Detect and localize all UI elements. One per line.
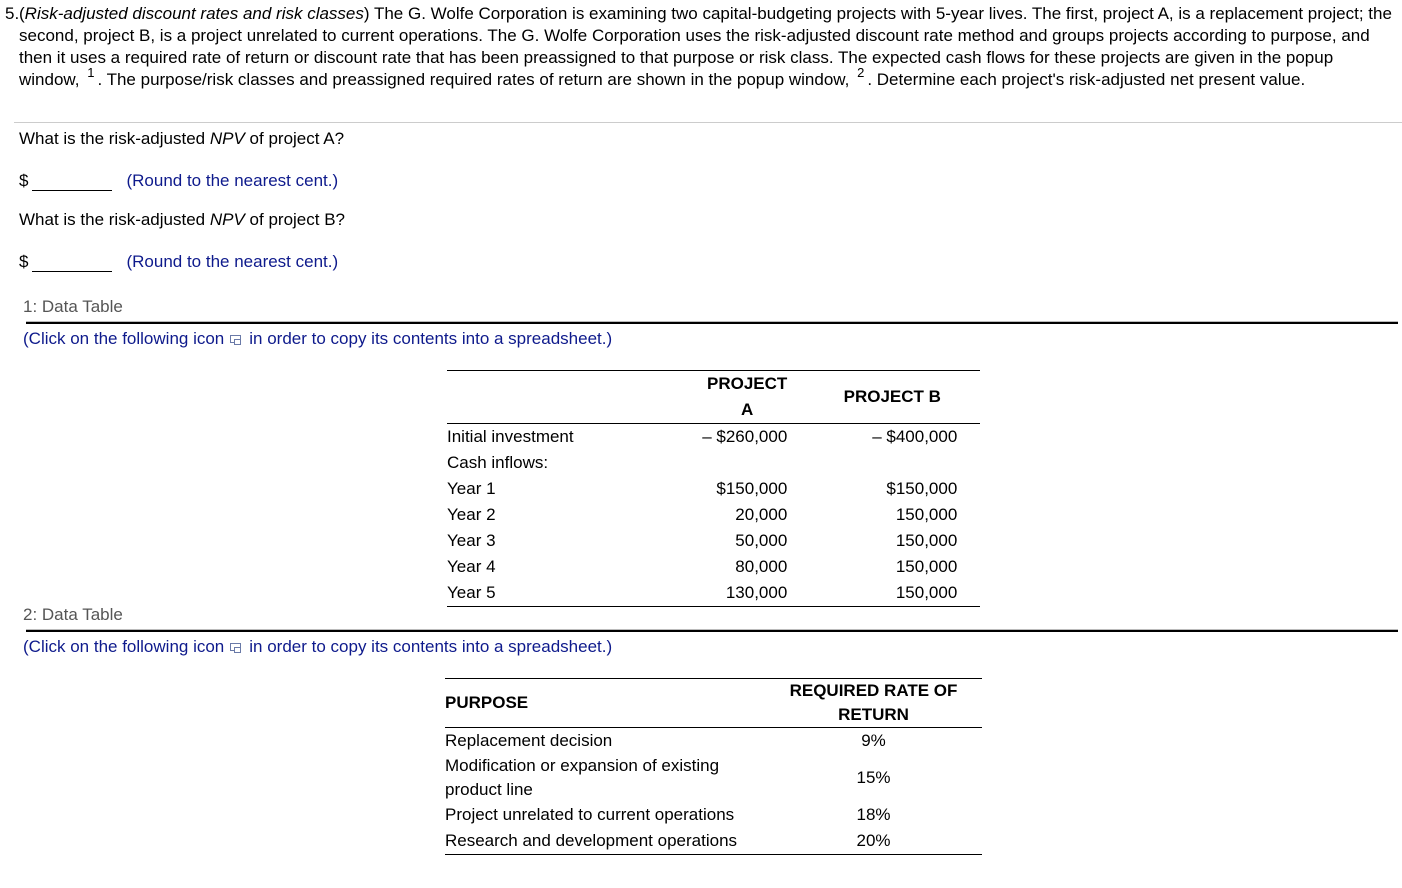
- footnote-link-2[interactable]: 2: [857, 65, 865, 80]
- question-text: 5. (Risk-adjusted discount rates and risk classes) The G. Wolfe Corporation is examining two capital-budgeting projects with 5-year lives. The first, project A, is a replacement project; the second, project B, is a project unrelated to current operations. The G. Wolfe Corporation uses the risk-adjusted discount rate method and groups projects according to purpose, and then it uses a required rate of return or discount rate that has been preassigned to that purpose or risk class. The expected cash flows for these projects are given in the popup window, $^1$ . The purpose/risk classes and preassigned required rates of return are shown in the popup window, $^2$ . Determine each project's risk-adjusted net present value.: [5, 4, 1392, 89]
- table-cell: Replacement decision: [445, 731, 613, 750]
- header-purpose: PURPOSE: [445, 679, 765, 728]
- question-b: What is the risk-adjusted NPV of project B?: [19, 210, 345, 229]
- table-row: [447, 476, 980, 502]
- cash-flow-table: [447, 370, 980, 607]
- table-row: [445, 828, 982, 855]
- table-row: [445, 728, 982, 755]
- footnote-link-1[interactable]: 1: [87, 65, 95, 80]
- table-cell: Year 3: [447, 531, 496, 550]
- table-row: [445, 754, 982, 802]
- table-row: [447, 502, 980, 528]
- table-cell: 15%: [856, 768, 891, 787]
- table-cell: [787, 450, 957, 476]
- table-cell: 9%: [861, 731, 886, 750]
- divider: [26, 629, 1398, 632]
- table-cell: Year 1: [447, 479, 496, 498]
- table-row: [447, 450, 980, 476]
- table-cell: 150,000: [895, 505, 958, 524]
- table-cell: 130,000: [725, 583, 788, 602]
- data-table-2-title: 2: Data Table: [23, 605, 123, 624]
- table-cell: 150,000: [895, 557, 958, 576]
- copy-instructions-1: (Click on the following icon in order to copy its contents into a spreadsheet.): [23, 329, 613, 348]
- header-project-a: PROJECT A: [657, 371, 787, 424]
- table-cell: Project unrelated to current operations: [445, 805, 735, 824]
- table-cell: 150,000: [895, 583, 958, 602]
- question-a: What is the risk-adjusted NPV of project A?: [19, 129, 345, 148]
- table-cell: Cash inflows:: [447, 453, 549, 472]
- table-cell: $150,000: [716, 479, 788, 498]
- risk-class-table: [445, 678, 982, 855]
- divider: [14, 122, 1402, 123]
- header-project-b: PROJECT B: [787, 371, 957, 424]
- question-topic: Risk-adjusted discount rates and risk classes: [24, 4, 364, 23]
- npv-a-input[interactable]: [32, 172, 112, 191]
- table-cell: Initial investment: [447, 427, 574, 446]
- table-cell: [657, 450, 787, 476]
- question-number: 5.: [5, 4, 20, 23]
- table-cell: 150,000: [895, 531, 958, 550]
- table-cell: 20,000: [735, 505, 788, 524]
- header-rate: REQUIRED RATE OF RETURN: [765, 679, 982, 728]
- table-cell: 20%: [856, 831, 891, 850]
- table-cell: Modification or expansion of existing product line: [445, 756, 720, 799]
- table-cell: Year 4: [447, 557, 496, 576]
- copy-to-spreadsheet-icon[interactable]: [230, 643, 241, 651]
- round-hint: (Round to the nearest cent.): [126, 171, 339, 190]
- round-hint: (Round to the nearest cent.): [126, 252, 339, 271]
- table-row: [447, 554, 980, 580]
- table-row: [447, 424, 980, 451]
- table-cell: 18%: [856, 805, 891, 824]
- table-cell: Research and development operations: [445, 831, 738, 850]
- table-cell: – $260,000: [702, 427, 788, 446]
- npv-b-input[interactable]: [32, 253, 112, 272]
- table-row: [447, 528, 980, 554]
- copy-to-spreadsheet-icon[interactable]: [230, 335, 241, 343]
- data-table-1-title: 1: Data Table: [23, 297, 123, 316]
- table-row: [447, 580, 980, 607]
- table-cell: Year 2: [447, 505, 496, 524]
- table-cell: 50,000: [735, 531, 788, 550]
- table-cell: Year 5: [447, 583, 496, 602]
- answer-row-a: $ (Round to the nearest cent.): [19, 171, 339, 190]
- divider: [26, 321, 1398, 324]
- table-row: [445, 802, 982, 828]
- table-cell: 80,000: [735, 557, 788, 576]
- answer-row-b: $ (Round to the nearest cent.): [19, 252, 339, 271]
- table-cell: $150,000: [886, 479, 958, 498]
- copy-instructions-2: (Click on the following icon in order to copy its contents into a spreadsheet.): [23, 637, 613, 656]
- table-cell: – $400,000: [872, 427, 958, 446]
